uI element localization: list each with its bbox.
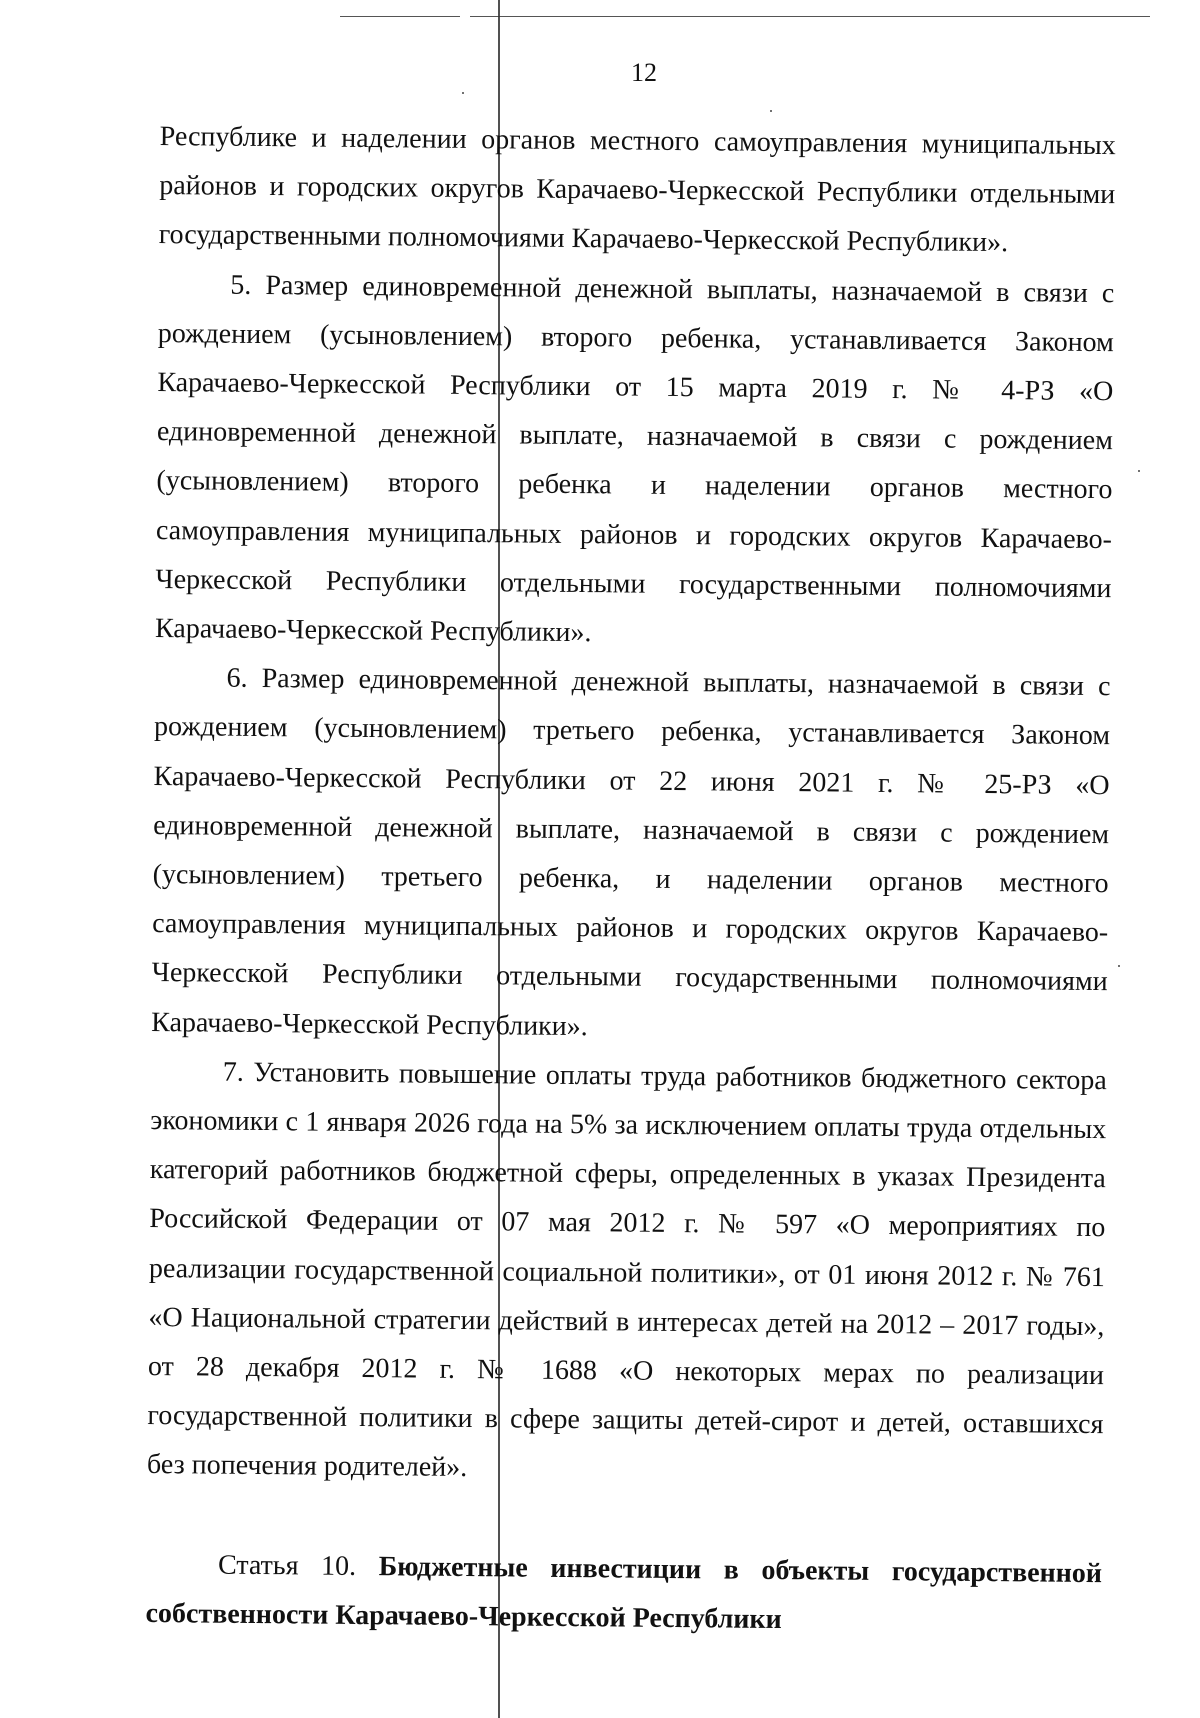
- scan-speck: [1118, 965, 1120, 967]
- scan-top-rule: [470, 16, 1150, 17]
- article-label: Статья 10.: [217, 1549, 357, 1582]
- scan-speck: [1138, 470, 1140, 472]
- paragraph-item-7: 7. Установить повышение оплаты труда работников бюджетного сектора экономики с 1 января 2026 года на 5% за исключением оплаты труда отдельных категорий работников бюджетной сферы, определенных в указах Президента Российской Федерации от 07 мая 2012 г. № 597 «О мероприятиях по реализации государственной социальной политики», от 01 июня 2012 г. № 761 «О Национальной стратегии действий в интересах детей на 2012 – 2017 годы», от 28 декабря 2012 г. № 1688 «О некоторых мерах по реализации государственной политики в сфере защиты детей-сирот и детей, оставшихся без попечения родителей».: [146, 1056, 1107, 1484]
- document-body: [145, 112, 1116, 1647]
- scan-speck: [462, 92, 464, 94]
- paragraph-continuation: Республике и наделении органов местного самоуправления муниципальных районов и городских округов Карачаево-Черкесской Республики отдельными государственными полномочиями Карачаево-Черкесской Республики».: [158, 120, 1116, 259]
- article-title: Бюджетные инвестиции в объекты государственной собственности Карачаево-Черкесской Республики: [145, 1550, 1103, 1635]
- article-heading: [145, 1540, 1102, 1648]
- paragraph-item-6: 6. Размер единовременной денежной выплаты, назначаемой в связи с рождением (усыновлением) третьего ребенка, устанавливается Законом Карачаево-Черкесской Республики от 22 июня 2021 г. № 25-РЗ «О единовременной денежной выплате, назначаемой в связи с рождением (усыновлением) третьего ребенка, и наделении органов местного самоуправления муниципальных районов и городских округов Карачаево-Черкесской Республики отдельными государственными полномочиями Карачаево-Черкесской Республики».: [151, 662, 1111, 1042]
- page-number: 12: [631, 58, 657, 87]
- scan-speck: [770, 110, 772, 112]
- paragraph-item-5: 5. Размер единовременной денежной выплаты, назначаемой в связи с рождением (усыновлением) второго ребенка, устанавливается Законом Карачаево-Черкесской Республики от 15 марта 2019 г. № 4-РЗ «О единовременной денежной выплате, назначаемой в связи с рождением (усыновлением) второго ребенка и наделении органов местного самоуправления муниципальных районов и городских округов Карачаево-Черкесской Республики отдельными государственными полномочиями Карачаево-Черкесской Республики».: [154, 269, 1115, 649]
- scan-top-rule: [340, 16, 460, 17]
